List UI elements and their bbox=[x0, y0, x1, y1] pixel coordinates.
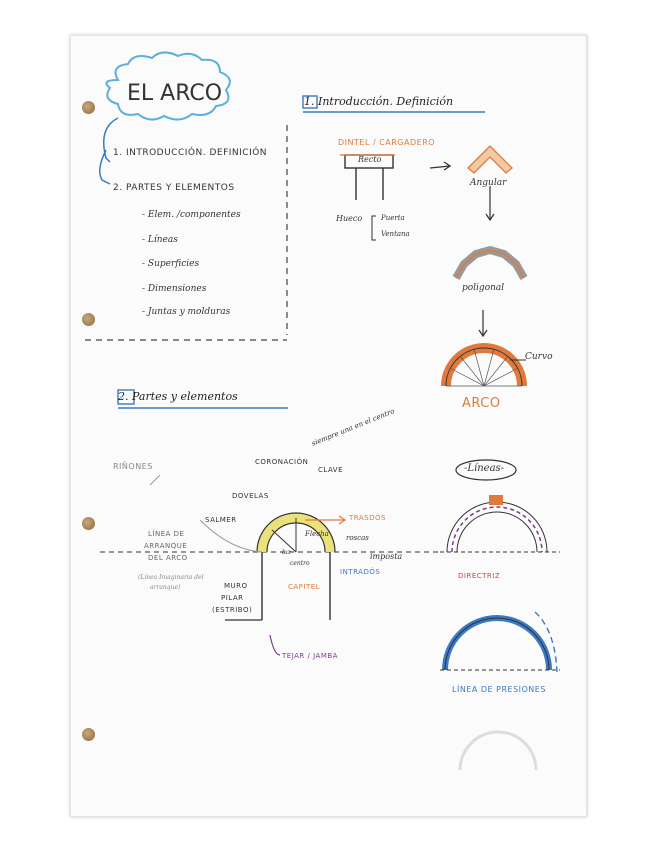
section1-heading: 1. Introducción. Definición bbox=[304, 95, 454, 108]
trasdos-label: TRASDÓS bbox=[349, 514, 386, 522]
luz-label: luz bbox=[282, 549, 291, 556]
linea-arranque-3: DEL ARCO bbox=[148, 554, 188, 562]
rinones-label: RIÑONES bbox=[113, 462, 153, 471]
muro-label-1: MURO bbox=[224, 582, 248, 590]
dintel-label: DINTEL / CARGADERO bbox=[338, 138, 436, 147]
section2-heading: 2. Partes y elementos bbox=[118, 390, 238, 403]
muro-label-3: (ESTRIBO) bbox=[212, 606, 253, 614]
index-sub-2: - Líneas bbox=[142, 235, 178, 245]
poligonal-label: poligonal bbox=[462, 283, 505, 293]
lineas-title: -Líneas- bbox=[464, 463, 505, 474]
angular-label: Angular bbox=[470, 178, 507, 188]
linea-presiones-label: LÍNEA DE PRESIONES bbox=[452, 685, 546, 694]
hueco-label: Hueco bbox=[336, 214, 363, 223]
index-sub-4: - Dimensiones bbox=[142, 284, 207, 294]
recto-label: Recto bbox=[358, 155, 382, 164]
curvo-label: Curvo bbox=[525, 352, 553, 362]
linea-note-1: (Línea Imaginaria del bbox=[138, 574, 204, 581]
capitel-label: CAPITEL bbox=[288, 583, 321, 591]
tejar-label: TEJAR / JAMBA bbox=[282, 652, 338, 660]
index-item-1: 1. INTRODUCCIÓN. DEFINICIÓN bbox=[113, 148, 268, 158]
roscas-label: roscas bbox=[346, 534, 369, 542]
page-title: EL ARCO bbox=[127, 81, 223, 106]
salmer-label: SALMER bbox=[205, 516, 237, 524]
directriz-label: DIRECTRIZ bbox=[458, 572, 501, 580]
clave-label: CLAVE bbox=[318, 466, 344, 474]
puerta-label: Puerta bbox=[381, 214, 405, 222]
centro-label: centro bbox=[290, 560, 310, 567]
clave-note: siempre una en el centro bbox=[310, 407, 396, 448]
ventana-label: Ventana bbox=[381, 230, 410, 238]
index-sub-5: - Juntas y molduras bbox=[142, 307, 231, 317]
imposta-label: imposta bbox=[370, 552, 403, 561]
index-item-2: 2. PARTES Y ELEMENTOS bbox=[113, 183, 235, 193]
flecha-label: Flecha bbox=[305, 530, 329, 538]
linea-arranque-2: ARRANQUE bbox=[144, 542, 188, 550]
arco-label: ARCO bbox=[462, 396, 501, 411]
coronacion-label: CORONACIÓN bbox=[255, 458, 309, 466]
index-sub-3: - Superficies bbox=[142, 259, 200, 269]
muro-label-2: PILAR bbox=[221, 594, 244, 602]
index-sub-1: - Elem. /componentes bbox=[142, 210, 241, 220]
dovelas-label: DOVELAS bbox=[232, 492, 269, 500]
intrados-label: INTRADÓS bbox=[340, 568, 381, 576]
linea-arranque-1: LÍNEA DE bbox=[148, 530, 185, 538]
linea-note-2: arranque) bbox=[150, 584, 181, 591]
